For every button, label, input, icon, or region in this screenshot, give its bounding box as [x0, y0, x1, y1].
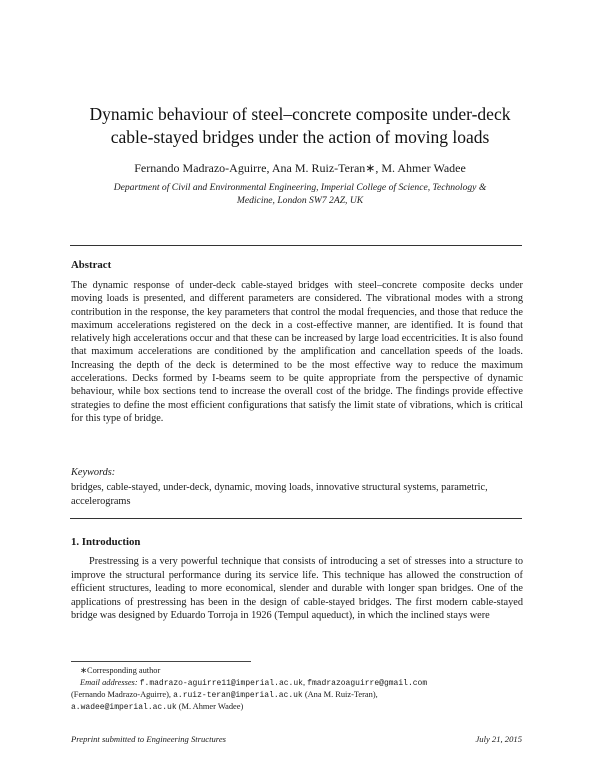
affiliation-line-2: Medicine, London SW7 2AZ, UK	[236, 195, 364, 206]
email-link-3[interactable]: a.ruiz-teran@imperial.ac.uk	[173, 691, 303, 700]
title-line-1: Dynamic behaviour of steel–concrete composite under-deck	[89, 104, 511, 124]
email-link-1[interactable]: f.madrazo-aguirre11@imperial.ac.uk	[139, 679, 303, 688]
affiliation	[95, 181, 505, 207]
email-owner-3: (M. Ahmer Wadee)	[178, 702, 244, 711]
email-link-2[interactable]: fmadrazoaguirre@gmail.com	[307, 679, 428, 688]
footer-date: July 21, 2015	[475, 734, 522, 744]
footer-preprint-note: Preprint submitted to Engineering Structures	[71, 734, 226, 744]
abstract-text: The dynamic response of under-deck cable-stayed bridges with steel–concrete composite decks under moving loads is presented, and different parameters are considered. The vibrational modes with a strong contribution in the response, the key parameters that control the modal frequencies, and those that reduce the maximum accelerations registered on the deck in a cost-effective manner, are identified. It is found that relatively high accelerations occur and that these can be increased by large load eccentricities. It is also found that maximum accelerations are conditioned by the amplification and cancellation speeds of the loads. Increasing the depth of the deck is determined to be the most effective way to reduce the maximum accelerations. Decks formed by I-beams seem to be quite appropriate from the perspective of dynamic behaviour, while box sections tend to increase the overall cost of the bridge. The findings provide effective strategies to define the most efficient configurations that satisfy the limit state of vibrations, which is critical for this type of bridge.	[71, 280, 523, 424]
footnote-emails-line-2	[71, 689, 523, 702]
email-label: Email addresses:	[80, 678, 138, 687]
author-list: Fernando Madrazo-Aguirre, Ana M. Ruiz-Teran∗, M. Ahmer Wadee	[134, 161, 466, 175]
affiliation-line-1: Department of Civil and Environmental Engineering, Imperial College of Science, Technology &	[113, 182, 487, 193]
footnote-corresponding: ∗Corresponding author	[80, 666, 161, 675]
keywords-text: bridges, cable-stayed, under-deck, dynamic, moving loads, innovative structural systems, parametric, accelerograms	[71, 482, 488, 507]
paper-title	[40, 103, 560, 149]
email-owner-2: (Ana M. Ruiz-Teran),	[304, 690, 378, 699]
footnote-rule	[71, 661, 251, 662]
email-owner-1: (Fernando Madrazo-Aguirre),	[71, 690, 171, 699]
section-heading-introduction: 1. Introduction	[71, 536, 141, 548]
abstract-bottom-rule	[70, 518, 522, 519]
abstract-heading: Abstract	[71, 259, 112, 271]
footnote-emails-line-3	[71, 701, 523, 714]
title-line-2: cable-stayed bridges under the action of moving loads	[110, 127, 490, 147]
abstract-top-rule	[70, 245, 522, 246]
footnote-emails-line-1	[80, 677, 532, 690]
keywords-label: Keywords:	[71, 467, 116, 478]
email-link-4[interactable]: a.wadee@imperial.ac.uk	[71, 703, 177, 712]
introduction-text: Prestressing is a very powerful technique that consists of introducing a set of stresses into a structure to improve the structural performance during its service life. This technique has allowed the construction of efficient structures, leading to more economical, slender and durable with longer span bridges. One of the applications of prestressing has been in the design of cable-stayed bridges. The first modern cable-stayed bridge was designed by Eduardo Torroja in 1926 (Tempul aqueduct), in which the inclined stays were	[71, 556, 523, 622]
email-separator: ,	[302, 678, 306, 687]
